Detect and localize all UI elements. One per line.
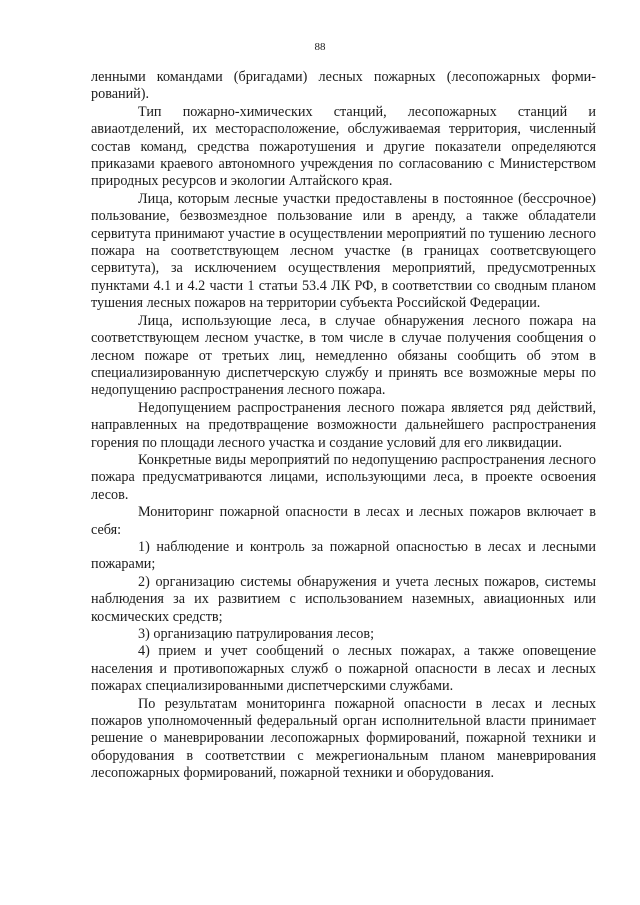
paragraph-fire-reporting: Лица, использующие леса, в случае обнаружения лесного пожара на соответствующем лесном участке, в том числе в случае получения сообщения о лесном пожаре от третьих лиц, немедленно обязаны сообщить об этом в специализированную диспетчерскую службу и принять все возможные меры по недопущению распространения лесного пожара. (91, 312, 596, 399)
paragraph-spread-prevention: Недопущением распространения лесного пожара является ряд действий, направленных на предотвращение возможности дальнейшего распространения горения по площади лесного участка и создание условий для его ликвидации. (91, 399, 596, 451)
list-item-2: 2) организацию системы обнаружения и учета лесных пожаров, системы наблюдения за их развитием с использованием наземных, авиационных или космических средств; (91, 573, 596, 625)
paragraph-specific-measures: Конкретные виды мероприятий по недопущению распространения лесного пожара предусматриваются лицами, использующими леса, в проекте освоения лесов. (91, 451, 596, 503)
paragraph-continuation: ленными командами (бригадами) лесных пожарных (лесопожарных формирований). (91, 69, 596, 103)
list-item-1: 1) наблюдение и контроль за пожарной опасностью в лесах и лесными пожарами; (91, 538, 596, 573)
paragraph-monitoring-results: По результатам мониторинга пожарной опасности в лесах и лесных пожаров уполномоченный федеральный орган исполнительной власти принимает решение о маневрировании лесопожарных формирований, пожарной техники и оборудования в соответствии с межрегиональным планом маневрирования лесопожарных формирований, пожарной техники и оборудования. (91, 695, 596, 782)
list-item-3: 3) организацию патрулирования лесов; (138, 626, 375, 642)
paragraph-monitoring-intro: Мониторинг пожарной опасности в лесах и лесных пожаров включает в себя: (91, 504, 596, 538)
page-number: 88 (314, 41, 326, 53)
paragraph-forest-users-duties: Лица, которым лесные участки предоставлены в постоянное (бессрочное) пользование, безвозмездное пользование или в аренду, а также обладатели сервитута принимают участие в осуществлении мероприятий по тушению лесного пожара на соответствующем лесном участке (в границах соответсвующего сервитута), за исключением осуществления мероприятий, предусмотренных пунктами 4.1 и 4.2 части 1 статьи 53.4 ЛК РФ, в соответствии со сводным планом тушения лесных пожаров на территории субъекта Российской Федерации. (91, 190, 596, 312)
paragraph-fire-stations: Тип пожарно-химических станций, лесопожарных станций и авиаотделений, их месторасположение, обслуживаемая территория, численный состав команд, средства пожаротушения и другие показатели определяются приказами краевого автономного учреждения по согласованию с Министерством природных ресурсов и экологии Алтайского края. (91, 103, 596, 190)
list-item-4: 4) прием и учет сообщений о лесных пожарах, а также оповещение населения и противопожарных служб о пожарной опасности в лесах и лесных пожарах специализированными диспетчерскими службами. (91, 643, 596, 695)
document-body (91, 69, 596, 783)
